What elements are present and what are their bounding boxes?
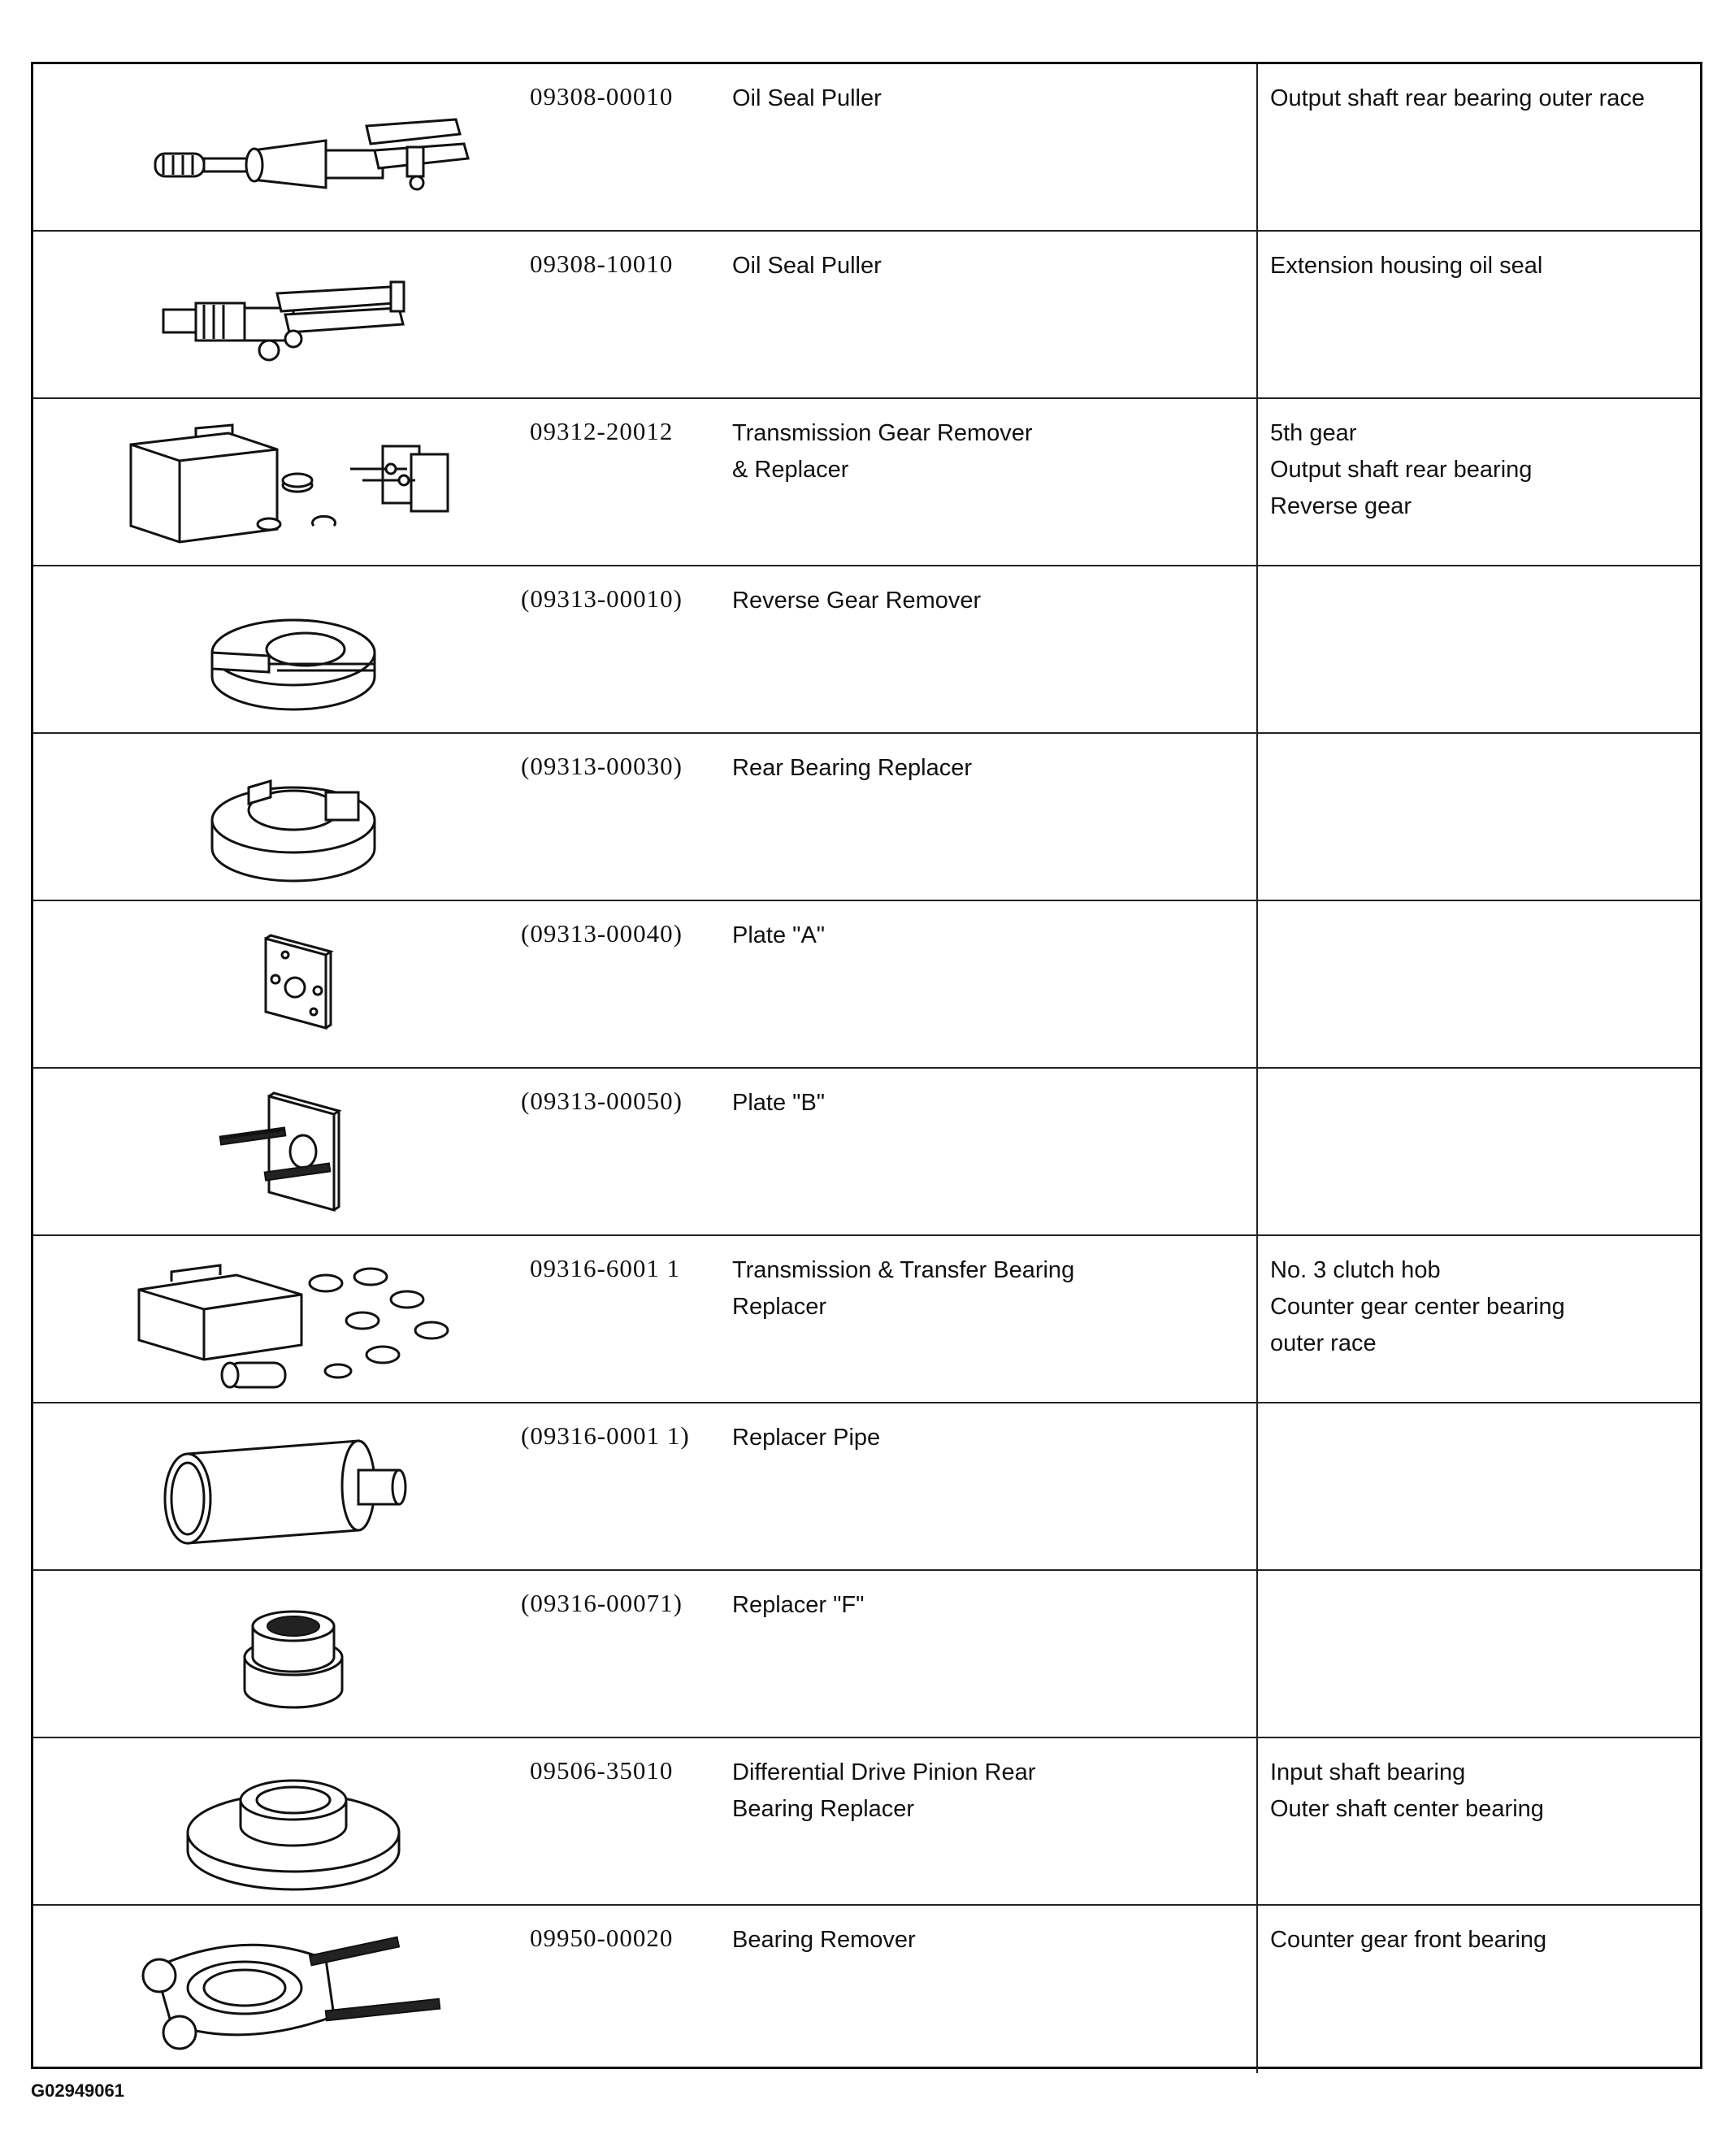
table-row: [33, 1738, 1700, 1906]
part-number: (09316-0001 1): [521, 1421, 690, 1450]
tool-description: Plate "A": [732, 922, 826, 948]
figure-id: G02949061: [31, 2080, 124, 2101]
table-row: [33, 1571, 1700, 1738]
column-divider: [1256, 901, 1258, 1067]
part-number: (09316-00071): [521, 1589, 683, 1617]
part-number: 09316-6001 1: [530, 1254, 681, 1282]
replacer-f-illustration: [82, 1576, 505, 1733]
part-number: 09506-35010: [530, 1756, 674, 1785]
drive-pinion-bearing-replacer-illustration: [82, 1743, 505, 1901]
part-number: 09308-10010: [530, 249, 674, 278]
tool-usage: Input shaft bearing Outer shaft center bearing: [1270, 1759, 1544, 1822]
column-divider: [1256, 1906, 1258, 2073]
tool-description: Transmission & Transfer Bearing Replacer: [732, 1257, 1075, 1320]
column-divider: [1256, 1403, 1258, 1569]
table-row: [33, 566, 1700, 734]
tool-description: Oil Seal Puller: [732, 253, 882, 279]
table-row: [33, 1069, 1700, 1236]
reverse-gear-remover-illustration: [82, 571, 505, 729]
tool-description: Rear Bearing Replacer: [732, 755, 972, 781]
special-tools-table: [31, 62, 1702, 2069]
part-number: (09313-00050): [521, 1087, 683, 1115]
table-row: [33, 1403, 1700, 1571]
part-number: (09313-00040): [521, 919, 683, 948]
tool-description: Plate "B": [732, 1090, 826, 1116]
replacer-pipe-illustration: [82, 1408, 505, 1566]
column-divider: [1256, 734, 1258, 900]
tool-usage: Output shaft rear bearing outer race: [1270, 85, 1646, 111]
part-number: 09308-00010: [530, 82, 674, 111]
table-row: [33, 399, 1700, 566]
tool-description: Oil Seal Puller: [732, 85, 882, 111]
tool-usage: Extension housing oil seal: [1270, 253, 1543, 279]
gear-remover-replacer-set-illustration: [82, 404, 505, 562]
column-divider: [1256, 1236, 1258, 1402]
table-row: [33, 1236, 1700, 1403]
table-row: [33, 232, 1700, 399]
rear-bearing-replacer-illustration: [82, 739, 505, 896]
table-row: [33, 64, 1700, 232]
tool-usage: Counter gear front bearing: [1270, 1927, 1547, 1953]
bearing-replacer-set-illustration: [82, 1241, 505, 1399]
plate-a-illustration: [82, 906, 505, 1064]
part-number: 09950-00020: [530, 1924, 674, 1952]
column-divider: [1256, 64, 1258, 230]
column-divider: [1256, 1571, 1258, 1737]
tool-description: Transmission Gear Remover & Replacer: [732, 420, 1033, 483]
tool-description: Reverse Gear Remover: [732, 588, 982, 614]
column-divider: [1256, 1069, 1258, 1234]
oil-seal-puller-slide-hammer-illustration: [82, 69, 505, 227]
part-number: 09312-20012: [530, 417, 674, 445]
oil-seal-puller-illustration: [82, 236, 505, 394]
tool-description: Differential Drive Pinion Rear Bearing Replacer: [732, 1759, 1036, 1822]
bearing-remover-illustration: [82, 1911, 505, 2068]
part-number: (09313-00030): [521, 752, 683, 780]
part-number: (09313-00010): [521, 584, 683, 613]
tool-description: Replacer "F": [732, 1592, 865, 1618]
table-row: [33, 734, 1700, 901]
tool-description: Bearing Remover: [732, 1927, 916, 1953]
tool-usage: 5th gear Output shaft rear bearing Reverse gear: [1270, 420, 1533, 519]
column-divider: [1256, 566, 1258, 732]
column-divider: [1256, 1738, 1258, 1904]
plate-b-illustration: [82, 1074, 505, 1231]
table-row: [33, 1906, 1700, 2073]
table-row: [33, 901, 1700, 1069]
column-divider: [1256, 399, 1258, 565]
column-divider: [1256, 232, 1258, 397]
tool-description: Replacer Pipe: [732, 1425, 881, 1451]
tool-usage: No. 3 clutch hob Counter gear center bearing outer race: [1270, 1257, 1565, 1356]
